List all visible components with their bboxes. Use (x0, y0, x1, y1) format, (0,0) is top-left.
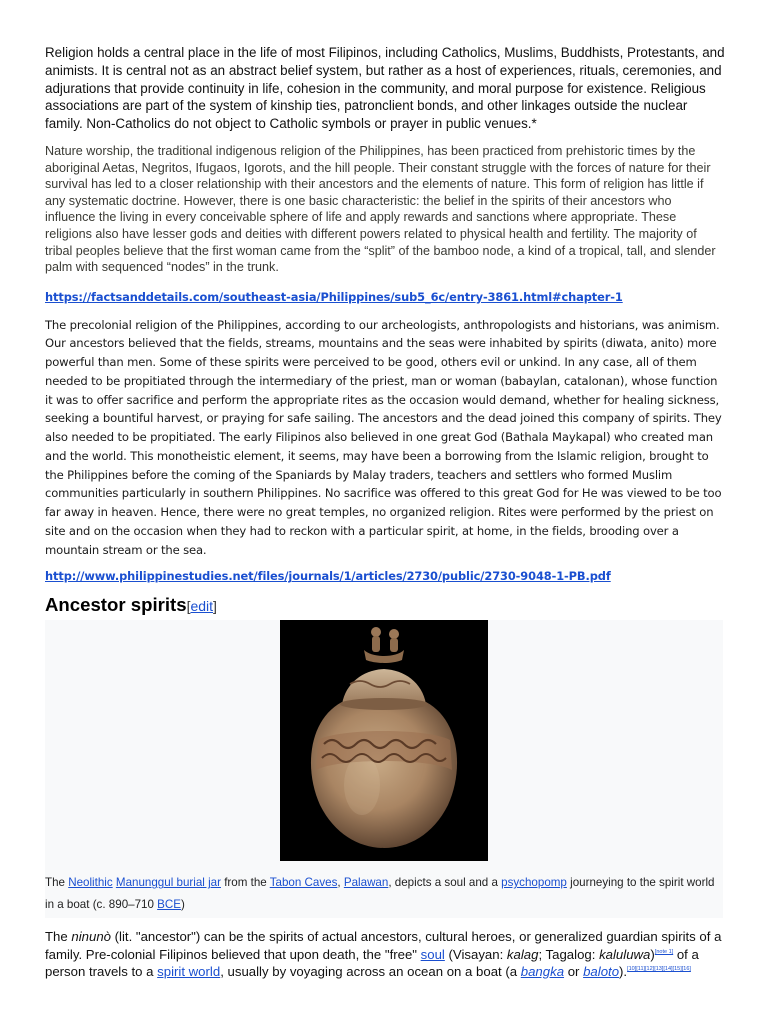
section-heading (45, 593, 725, 618)
citation-refs[interactable]: [10][11][12][13][14][15][16] (627, 965, 691, 972)
link-psychopomp[interactable]: psychopomp (501, 876, 567, 890)
edit-link[interactable]: edit (190, 598, 214, 615)
paragraph-ninuno: The ninunò (lit. "ancestor") can be the spirits of actual ancestors, cultural heroes, or generalized guardian spirits of a family. Pre-colonial Filipinos believed that upon death, the "free" soul (Visayan: kalag; Tagalog: kaluluwa)[note 1] of a person travels to a spirit world, usually by voyaging across an ocean on a boat (a bangka or baloto).[10][11][12][13][14][15][16] (45, 929, 722, 979)
section-title: Ancestor spirits (45, 594, 187, 616)
link-bce[interactable]: BCE (157, 898, 181, 912)
link-manunggul-burial-jar[interactable]: Manunggul burial jar (115, 876, 221, 890)
link-palawan[interactable]: Palawan (343, 876, 389, 890)
link-soul[interactable]: soul (420, 946, 445, 962)
burial-jar-image[interactable] (280, 620, 488, 861)
source-link-philippinestudies[interactable]: http://www.philippinestudies.net/files/journals/1/articles/2730/public/2730-9048-1-PB.pdf (45, 569, 611, 584)
link-bangka[interactable]: bangka (520, 963, 565, 979)
link-tabon-caves[interactable]: Tabon Caves (269, 876, 338, 890)
figure-thumbnail (45, 620, 723, 918)
paragraph-nature-worship: Nature worship, the traditional indigenous religion of the Philippines, has been practiced from prehistoric times by the aboriginal Aetas, Negritos, Ifugaos, Igorots, and the hill people. Their constant struggle with the forces of nature for their survival has led to a closer relationship with their ancestors and the elements of nature. This form of religion has little if any systematic doctrine. However, there is one basic characteristic: the belief in the spirits of their ancestors who influence the living in every conceivable sphere of life and apply rewards and sanctions where appropriate. These religions also have lesser gods and deities with different powers related to physical health and fertility. The majority of tribal peoples believe that the first woman came from the “split” of the bamboo node, a kind of a tropical, tall, and slender palm with sequenced “nodes” in the trunk. (45, 143, 716, 275)
edit-section-control: [edit] (186, 598, 217, 615)
paragraph-precolonial-religion: The precolonial religion of the Philippines, according to our archeologists, anthropologists and historians, was animism. Our ancestors believed that the fields, streams, mountains and the seas were inhabited by spirits (diwata, anito) more powerful than men. Some of these spirits were perceived to be good, others evil or unkind. In any case, all of them needed to be propitiated through the intermediary of the priest, man or woman (babaylan, catalonan), whose function it was to offer sacrifice and perform the appropriate rites as the occasion would demand, whether for healing sickness, seeking a bountiful harvest, or praying for safe sailing. The ancestors and the dead joined this company of spirits. They also needed to be propitiated. The early Filipinos also believed in one great God (Bathala Maykapal) who created man and the world. This monotheistic element, it seems, may have been a borrowing from the Islamic religion, brought to the Philippines before the coming of the Spaniards by Malay traders, teachers and settlers who formed Muslim communities particularly in southern Philippines. No sacrifice was offered to this great God for He was viewed to be too far away in heaven. Hence, there were no great temples, no organized religion. Rites were performed by the priest on site and on the occasion when they had to reckon with a particular spirit, at home, in the fields, brooding over a mountain stream or the sea. (45, 317, 722, 557)
footnote-note-1[interactable]: [note 1] (654, 948, 674, 955)
link-neolithic[interactable]: Neolithic (68, 876, 113, 890)
document-page (45, 44, 725, 980)
link-spirit-world[interactable]: spirit world (157, 963, 221, 979)
manunggul-jar-illustration (280, 620, 488, 861)
paragraph-religion-overview: Religion holds a central place in the life of most Filipinos, including Catholics, Muslims, Buddhists, Protestants, and animists. It is central not as an abstract belief system, but rather as a host of experiences, rituals, ceremonies, and adjurations that provide continuity in life, cohesion in the community, and moral purpose for existence. Religious associations are part of the system of kinship ties, patronclient bonds, and other linkages outside the nuclear family. Non-Catholics do not object to Catholic symbols or prayer in public venues.* (45, 45, 725, 132)
link-baloto[interactable]: baloto (583, 963, 620, 979)
figure-caption: The Neolithic Manunggul burial jar from the Tabon Caves, Palawan, depicts a soul and a psychopomp journeying to the spirit world in a boat (c. 890–710 BCE) (45, 876, 715, 912)
source-link-factsanddetails[interactable]: https://factsanddetails.com/southeast-asia/Philippines/sub5_6c/entry-3861.html#chapter-1 (45, 289, 623, 304)
